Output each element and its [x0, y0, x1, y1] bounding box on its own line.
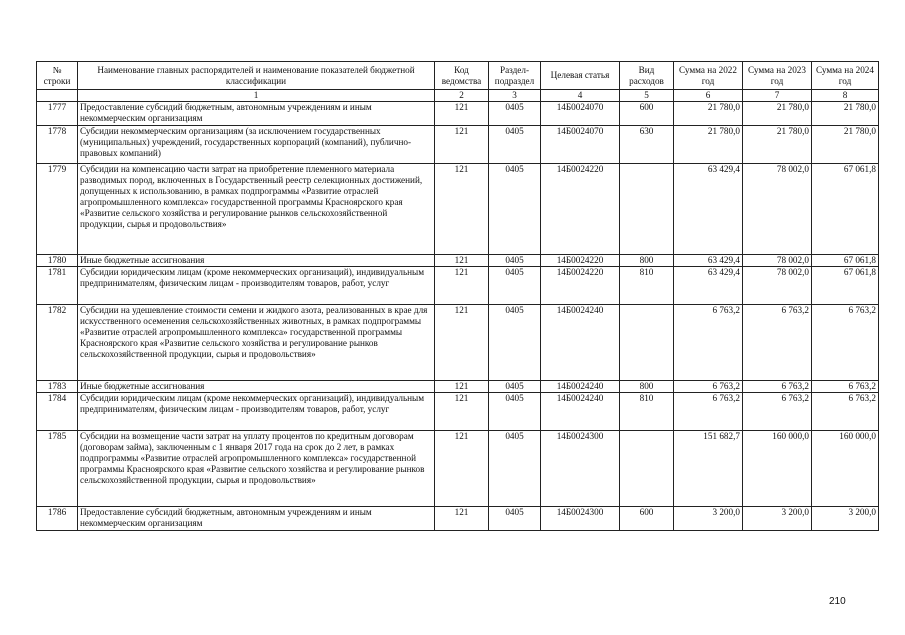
row-sum-2023: 6 763,2	[743, 393, 812, 431]
table-row	[37, 431, 879, 507]
row-dept-code: 121	[435, 255, 489, 267]
header-expense-type: Вид расходов	[620, 62, 674, 90]
table-row	[37, 381, 879, 393]
row-sum-2024: 6 763,2	[812, 393, 879, 431]
row-sum-2024: 21 780,0	[812, 126, 879, 164]
row-sum-2022: 63 429,4	[674, 164, 743, 255]
row-section: 0405	[489, 255, 541, 267]
row-target: 14Б0024220	[541, 267, 620, 305]
row-target: 14Б0024240	[541, 393, 620, 431]
row-sum-2024: 67 061,8	[812, 164, 879, 255]
row-expense-type	[620, 164, 674, 255]
row-section: 0405	[489, 102, 541, 126]
row-sum-2024: 21 780,0	[812, 102, 879, 126]
row-expense-type	[620, 431, 674, 507]
row-name: Иные бюджетные ассигнования	[78, 255, 435, 267]
header-dept-code: Код ведомства	[435, 62, 489, 90]
table-row	[37, 267, 879, 305]
page-number: 210	[829, 596, 846, 607]
row-sum-2022: 6 763,2	[674, 381, 743, 393]
row-number: 1779	[37, 164, 78, 255]
row-name: Предоставление субсидий бюджетным, автономным учреждениям и иным некоммерческим организациям	[78, 102, 435, 126]
row-sum-2022: 3 200,0	[674, 507, 743, 531]
row-name: Субсидии юридическим лицам (кроме некоммерческих организаций), индивидуальным предпринимателям, физическим лицам - производителям товаров, работ, услуг	[78, 393, 435, 431]
row-name: Субсидии на компенсацию части затрат на приобретение племенного материала разводимых пород, включенных в Государственный реестр селекционных достижений, допущенных к использованию, в рамках подпрограммы «Развитие отраслей агропромышленного комплекса» государственной программы Красноярского края «Развитие сельского хозяйства и регулирование рынков сельскохозяйственной продукции, сырья и продовольствия»	[78, 164, 435, 255]
row-sum-2022: 6 763,2	[674, 305, 743, 381]
row-sum-2024: 67 061,8	[812, 255, 879, 267]
row-sum-2024: 160 000,0	[812, 431, 879, 507]
row-section: 0405	[489, 431, 541, 507]
column-number: 8	[812, 90, 879, 102]
row-sum-2022: 63 429,4	[674, 267, 743, 305]
row-section: 0405	[489, 507, 541, 531]
row-expense-type: 630	[620, 126, 674, 164]
row-section: 0405	[489, 381, 541, 393]
row-target: 14Б0024300	[541, 507, 620, 531]
row-number: 1777	[37, 102, 78, 126]
row-dept-code: 121	[435, 164, 489, 255]
column-number: 1	[78, 90, 435, 102]
header-target: Целевая статья	[541, 62, 620, 90]
row-name: Субсидии на возмещение части затрат на уплату процентов по кредитным договорам (договорам займа), заключенным с 1 января 2017 года на срок до 2 лет, в рамках подпрограммы «Развитие отраслей агропромышленного комплекса» государственной программы Красноярского края «Развитие сельского хозяйства и регулирование рынков сельскохозяйственной продукции, сырья и продовольствия»	[78, 431, 435, 507]
column-number: 3	[489, 90, 541, 102]
row-target: 14Б0024070	[541, 102, 620, 126]
row-number: 1785	[37, 431, 78, 507]
budget-table	[36, 61, 879, 531]
row-name: Субсидии некоммерческим организациям (за исключением государственных (муниципальных) учреждений, государственных корпораций (компаний), публично-правовых компаний)	[78, 126, 435, 164]
row-dept-code: 121	[435, 305, 489, 381]
header-row	[37, 62, 879, 90]
row-number: 1780	[37, 255, 78, 267]
row-target: 14Б0024300	[541, 431, 620, 507]
row-sum-2023: 6 763,2	[743, 305, 812, 381]
row-sum-2022: 21 780,0	[674, 102, 743, 126]
row-target: 14Б0024220	[541, 164, 620, 255]
row-section: 0405	[489, 126, 541, 164]
row-section: 0405	[489, 267, 541, 305]
row-sum-2022: 151 682,7	[674, 431, 743, 507]
row-number: 1783	[37, 381, 78, 393]
row-dept-code: 121	[435, 126, 489, 164]
row-dept-code: 121	[435, 507, 489, 531]
row-sum-2024: 6 763,2	[812, 381, 879, 393]
row-sum-2023: 3 200,0	[743, 507, 812, 531]
row-number: 1778	[37, 126, 78, 164]
row-expense-type	[620, 305, 674, 381]
header-name: Наименование главных распорядителей и наименование показателей бюджетной классификации	[78, 62, 435, 90]
row-target: 14Б0024240	[541, 305, 620, 381]
row-expense-type: 600	[620, 507, 674, 531]
header-section: Раздел-подраздел	[489, 62, 541, 90]
row-dept-code: 121	[435, 393, 489, 431]
table-row	[37, 393, 879, 431]
table-row	[37, 507, 879, 531]
header-sum-2023: Сумма на 2023 год	[743, 62, 812, 90]
row-sum-2022: 21 780,0	[674, 126, 743, 164]
row-name: Субсидии юридическим лицам (кроме некоммерческих организаций), индивидуальным предпринимателям, физическим лицам - производителям товаров, работ, услуг	[78, 267, 435, 305]
header-sum-2022: Сумма на 2022 год	[674, 62, 743, 90]
row-sum-2023: 21 780,0	[743, 126, 812, 164]
column-number: 2	[435, 90, 489, 102]
row-number: 1781	[37, 267, 78, 305]
table-row	[37, 305, 879, 381]
row-expense-type: 800	[620, 255, 674, 267]
row-sum-2023: 21 780,0	[743, 102, 812, 126]
row-expense-type: 810	[620, 267, 674, 305]
column-number: 6	[674, 90, 743, 102]
row-sum-2024: 67 061,8	[812, 267, 879, 305]
row-sum-2024: 6 763,2	[812, 305, 879, 381]
column-number: 5	[620, 90, 674, 102]
row-target: 14Б0024220	[541, 255, 620, 267]
row-name: Иные бюджетные ассигнования	[78, 381, 435, 393]
row-sum-2023: 160 000,0	[743, 431, 812, 507]
table-row	[37, 164, 879, 255]
row-name: Субсидии на удешевление стоимости семени и жидкого азота, реализованных в крае для искусственного осеменения сельскохозяйственных животных, в рамках подпрограммы «Развитие отраслей агропромышленного комплекса» государственной программы Красноярского края «Развитие сельского хозяйства и регулирование рынков сельскохозяйственной продукции, сырья и продовольствия»	[78, 305, 435, 381]
header-sum-2024: Сумма на 2024 год	[812, 62, 879, 90]
row-number: 1786	[37, 507, 78, 531]
row-expense-type: 600	[620, 102, 674, 126]
row-sum-2022: 63 429,4	[674, 255, 743, 267]
table-row	[37, 255, 879, 267]
row-name: Предоставление субсидий бюджетным, автономным учреждениям и иным некоммерческим организациям	[78, 507, 435, 531]
table-row	[37, 102, 879, 126]
row-section: 0405	[489, 164, 541, 255]
column-number: 4	[541, 90, 620, 102]
row-number: 1782	[37, 305, 78, 381]
column-number	[37, 90, 78, 102]
row-sum-2023: 78 002,0	[743, 255, 812, 267]
row-dept-code: 121	[435, 102, 489, 126]
row-dept-code: 121	[435, 267, 489, 305]
table-row	[37, 126, 879, 164]
row-sum-2023: 78 002,0	[743, 267, 812, 305]
row-expense-type: 810	[620, 393, 674, 431]
column-number-row	[37, 90, 879, 102]
header-row-no: № строки	[37, 62, 78, 90]
row-sum-2023: 78 002,0	[743, 164, 812, 255]
row-sum-2024: 3 200,0	[812, 507, 879, 531]
row-sum-2022: 6 763,2	[674, 393, 743, 431]
column-number: 7	[743, 90, 812, 102]
row-dept-code: 121	[435, 431, 489, 507]
row-expense-type: 800	[620, 381, 674, 393]
row-dept-code: 121	[435, 381, 489, 393]
row-number: 1784	[37, 393, 78, 431]
row-target: 14Б0024070	[541, 126, 620, 164]
row-sum-2023: 6 763,2	[743, 381, 812, 393]
row-section: 0405	[489, 305, 541, 381]
row-section: 0405	[489, 393, 541, 431]
row-target: 14Б0024240	[541, 381, 620, 393]
